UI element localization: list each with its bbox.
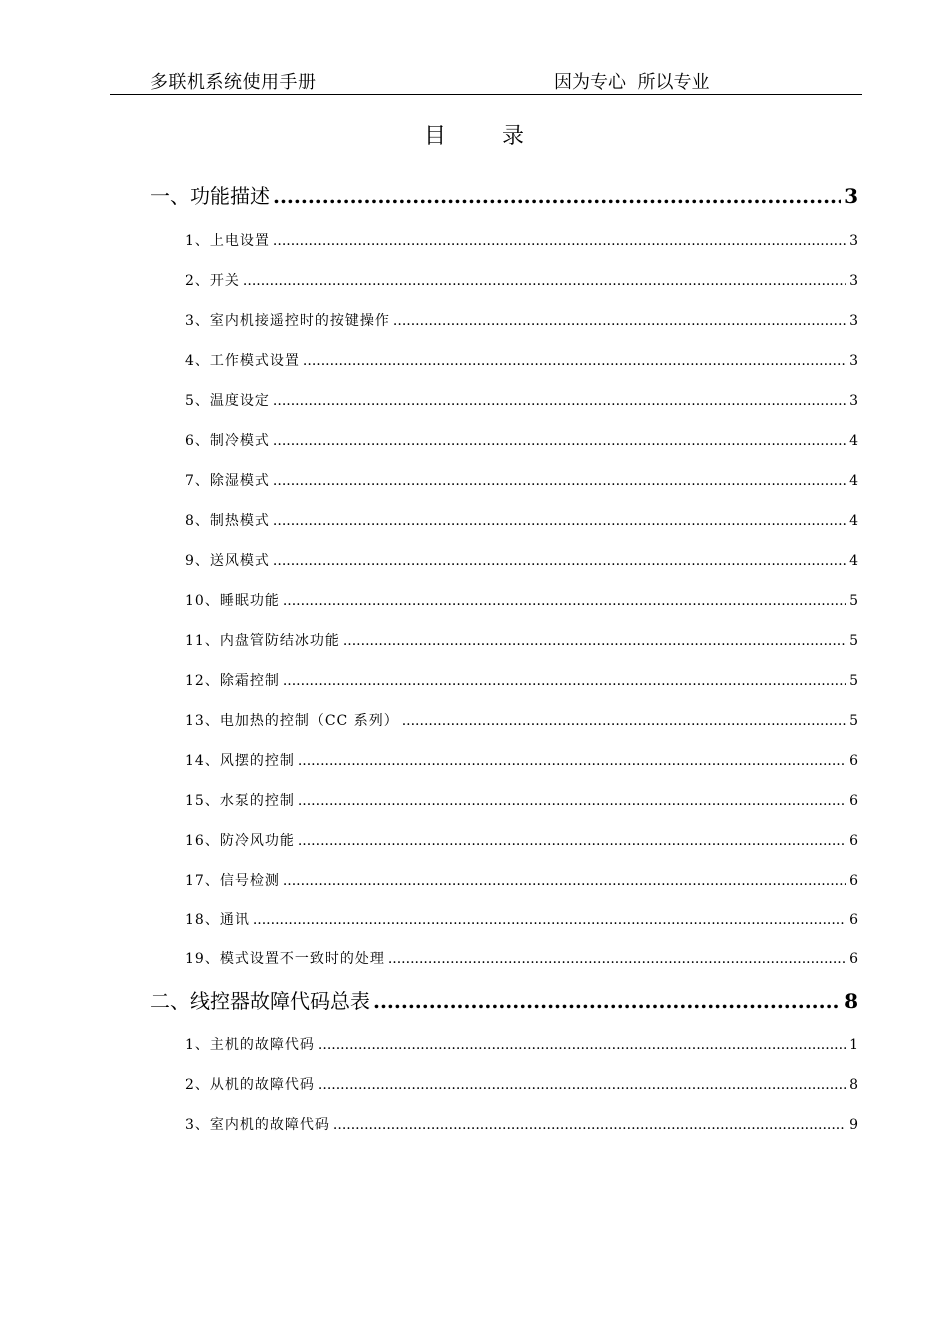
toc-subsection-entry[interactable] (185, 750, 858, 770)
toc-page-number: 6 (849, 793, 858, 809)
toc-dot-leader (388, 951, 846, 967)
toc-entry-label: 12、除霜控制 (185, 673, 280, 689)
toc-page-number: 3 (849, 273, 858, 289)
toc-entry-label: 1、上电设置 (185, 233, 270, 249)
toc-entry-label: 9、送风模式 (185, 553, 270, 569)
toc-dot-leader (253, 912, 846, 928)
toc-entry-label: 17、信号检测 (185, 873, 280, 889)
toc-dot-leader (318, 1077, 846, 1093)
toc-page-number: 5 (849, 633, 858, 649)
toc-entry-label: 8、制热模式 (185, 513, 270, 529)
toc-subsection-entry[interactable] (185, 948, 858, 968)
toc-page-number: 3 (849, 353, 858, 369)
header-manual-title: 多联机系统使用手册 (150, 72, 317, 93)
toc-dot-leader (402, 713, 846, 729)
toc-dot-leader (298, 833, 846, 849)
toc-page-number: 4 (849, 553, 858, 569)
toc-entry-label: 15、水泵的控制 (185, 793, 295, 809)
toc-page-number: 6 (849, 951, 858, 967)
toc-subsection-entry[interactable] (185, 590, 858, 610)
toc-entry-label: 4、工作模式设置 (185, 353, 300, 369)
toc-dot-leader (333, 1117, 846, 1133)
toc-subsection-entry[interactable] (185, 270, 858, 290)
page-title: 目 录 (424, 124, 526, 149)
toc-subsection-entry[interactable] (185, 630, 858, 650)
toc-subsection-entry[interactable] (185, 230, 858, 250)
toc-subsection-entry[interactable] (185, 550, 858, 570)
toc-page-number: 8 (849, 1077, 858, 1093)
toc-page-number: 6 (849, 912, 858, 928)
toc-dot-leader (283, 873, 846, 889)
toc-page-number: 1 (849, 1037, 858, 1053)
toc-entry-label: 13、电加热的控制（CC 系列） (185, 713, 399, 729)
header-slogan: 因为专心 所以专业 (554, 72, 710, 93)
toc-entry-label: 7、除湿模式 (185, 473, 270, 489)
toc-subsection-entry[interactable] (185, 510, 858, 530)
toc-entry-label: 16、防冷风功能 (185, 833, 295, 849)
toc-page-number: 5 (849, 713, 858, 729)
toc-entry-label: 3、室内机接遥控时的按键操作 (185, 313, 390, 329)
toc-entry-label: 一、功能描述 (150, 184, 270, 208)
toc-subsection-entry[interactable] (185, 909, 858, 929)
toc-dot-leader (373, 989, 841, 1013)
toc-dot-leader (343, 633, 846, 649)
toc-dot-leader (273, 233, 846, 249)
toc-page-number: 6 (849, 833, 858, 849)
toc-dot-leader (273, 393, 846, 409)
toc-dot-leader (298, 753, 846, 769)
toc-subsection-entry[interactable] (185, 1034, 858, 1054)
toc-section-entry[interactable] (150, 180, 858, 209)
toc-dot-leader (303, 353, 846, 369)
toc-entry-label: 18、通讯 (185, 912, 250, 928)
toc-subsection-entry[interactable] (185, 830, 858, 850)
toc-page-number: 5 (849, 593, 858, 609)
toc-page-number: 6 (849, 873, 858, 889)
toc-dot-leader (273, 553, 846, 569)
toc-subsection-entry[interactable] (185, 710, 858, 730)
toc-subsection-entry[interactable] (185, 350, 858, 370)
toc-dot-leader (318, 1037, 846, 1053)
toc-entry-label: 3、室内机的故障代码 (185, 1117, 330, 1133)
toc-dot-leader (243, 273, 846, 289)
toc-dot-leader (273, 433, 846, 449)
toc-entry-label: 14、风摆的控制 (185, 753, 295, 769)
toc-dot-leader (393, 313, 846, 329)
toc-subsection-entry[interactable] (185, 470, 858, 490)
toc-dot-leader (273, 473, 846, 489)
toc-subsection-entry[interactable] (185, 310, 858, 330)
toc-entry-label: 2、从机的故障代码 (185, 1077, 315, 1093)
toc-dot-leader (273, 513, 846, 529)
toc-page-number: 3 (844, 184, 858, 208)
toc-entry-label: 19、模式设置不一致时的处理 (185, 951, 385, 967)
toc-entry-label: 11、内盘管防结冰功能 (185, 633, 340, 649)
toc-page-number: 9 (849, 1117, 858, 1133)
toc-entry-label: 1、主机的故障代码 (185, 1037, 315, 1053)
toc-dot-leader (283, 673, 846, 689)
toc-subsection-entry[interactable] (185, 390, 858, 410)
toc-page-number: 3 (849, 393, 858, 409)
toc-entry-label: 二、线控器故障代码总表 (150, 989, 370, 1013)
toc-entry-label: 6、制冷模式 (185, 433, 270, 449)
toc-page-number: 4 (849, 473, 858, 489)
toc-page-number: 4 (849, 433, 858, 449)
toc-subsection-entry[interactable] (185, 1074, 858, 1094)
toc-page-number: 3 (849, 233, 858, 249)
toc-page-number: 6 (849, 753, 858, 769)
toc-dot-leader (283, 593, 846, 609)
toc-subsection-entry[interactable] (185, 870, 858, 890)
page-header (110, 66, 862, 95)
toc-entry-label: 5、温度设定 (185, 393, 270, 409)
toc-subsection-entry[interactable] (185, 430, 858, 450)
toc-subsection-entry[interactable] (185, 670, 858, 690)
toc-dot-leader (298, 793, 846, 809)
toc-section-entry[interactable] (150, 985, 858, 1014)
toc-subsection-entry[interactable] (185, 790, 858, 810)
toc-entry-label: 10、睡眠功能 (185, 593, 280, 609)
toc-page-number: 8 (844, 989, 858, 1013)
toc-entry-label: 2、开关 (185, 273, 240, 289)
toc-page-number: 5 (849, 673, 858, 689)
toc-page-number: 3 (849, 313, 858, 329)
toc-page-number: 4 (849, 513, 858, 529)
toc-dot-leader (273, 184, 841, 208)
toc-subsection-entry[interactable] (185, 1114, 858, 1134)
